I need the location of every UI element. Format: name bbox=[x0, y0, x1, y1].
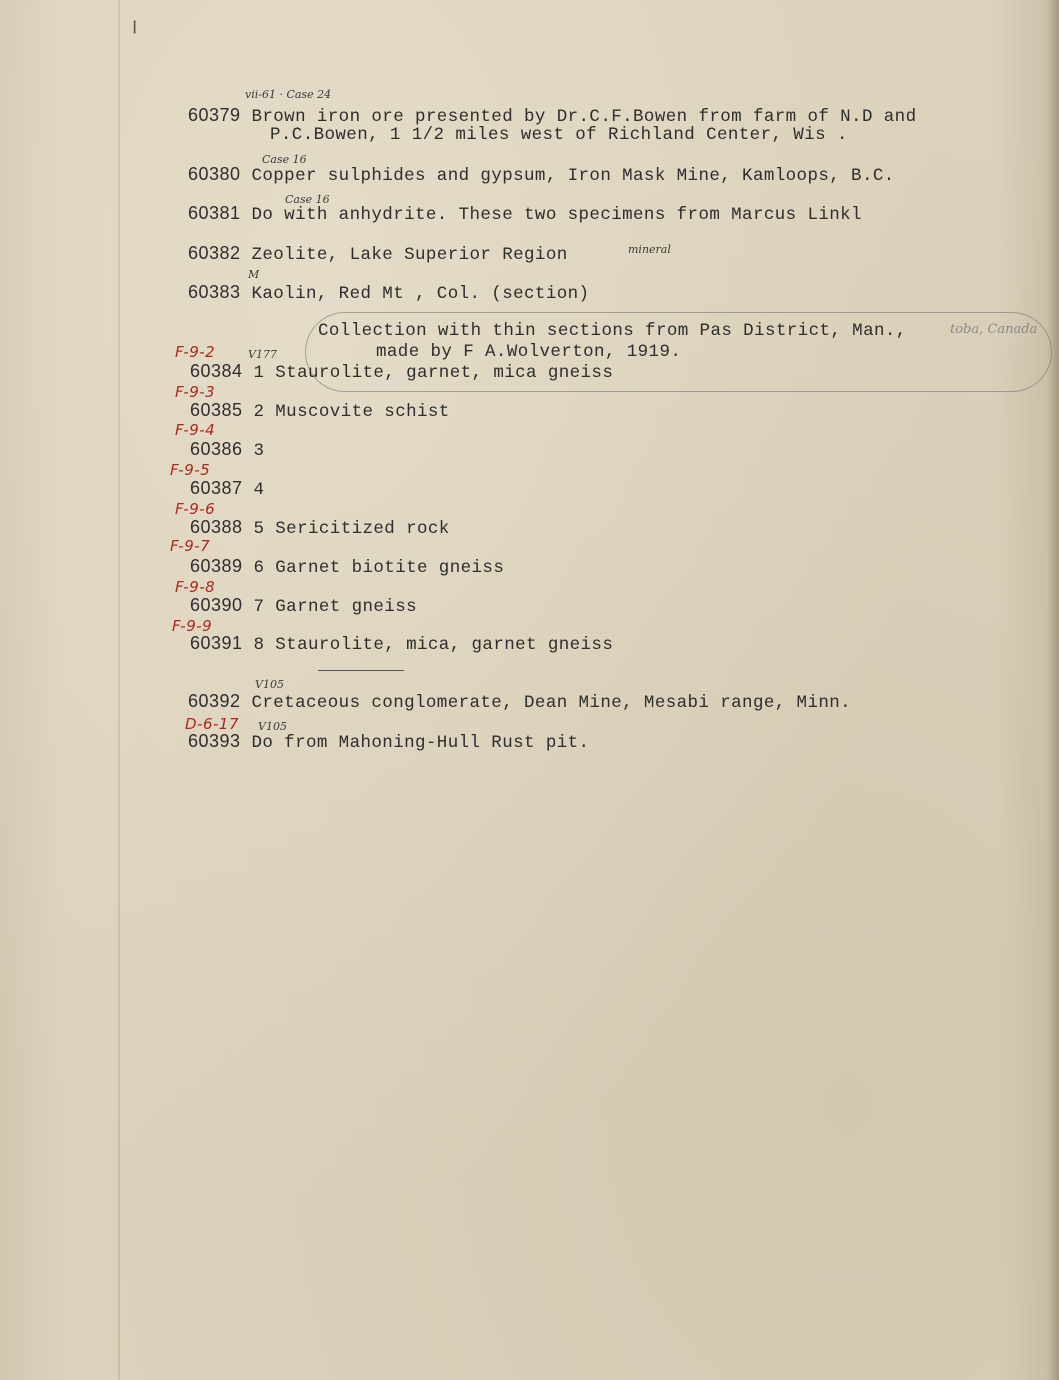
ledger-line bbox=[188, 164, 895, 186]
section-row bbox=[190, 517, 450, 539]
catalog-number: 60382 bbox=[188, 243, 241, 263]
section-row bbox=[190, 595, 417, 617]
red-catalog-code: F-9-6 bbox=[175, 500, 216, 518]
section-index: 5 bbox=[253, 519, 265, 539]
pencil-annotation: toba, Canada bbox=[950, 322, 1038, 337]
handwritten-note: V105 bbox=[255, 678, 284, 691]
section-row bbox=[190, 633, 613, 655]
handwritten-note: M bbox=[248, 268, 260, 281]
handwritten-note: vii-61 · Case 24 bbox=[245, 88, 332, 101]
ledger-line bbox=[188, 282, 589, 304]
section-index: 4 bbox=[253, 480, 265, 500]
entry-text-continued: P.C.Bowen, 1 1/2 miles west of Richland Center, Wis . bbox=[270, 125, 848, 145]
red-catalog-code: F-9-2 bbox=[175, 343, 216, 361]
section-row bbox=[190, 556, 504, 578]
catalog-number: 60380 bbox=[188, 164, 241, 184]
section-index: 7 bbox=[253, 597, 265, 617]
entry-text: Cretaceous conglomerate, Dean Mine, Mesabi range, Minn. bbox=[251, 693, 852, 713]
catalog-number: 60388 bbox=[190, 517, 243, 537]
ledger-line bbox=[188, 105, 916, 127]
entry-text: Copper sulphides and gypsum, Iron Mask Mine, Kamloops, B.C. bbox=[251, 166, 895, 186]
catalog-number: 60392 bbox=[188, 691, 241, 711]
entry-text: Kaolin, Red Mt , Col. (section) bbox=[251, 284, 590, 304]
section-text: Garnet biotite gneiss bbox=[275, 558, 505, 578]
red-catalog-code: F-9-7 bbox=[170, 537, 211, 555]
section-text: Sericitized rock bbox=[275, 519, 450, 539]
section-index: 2 bbox=[253, 402, 265, 422]
section-row bbox=[190, 439, 264, 461]
section-row bbox=[190, 400, 450, 422]
collection-header-line2: made by F A.Wolverton, 1919. bbox=[376, 342, 682, 362]
ledger-line bbox=[188, 691, 851, 713]
ledger-line bbox=[188, 243, 568, 265]
section-text: Staurolite, mica, garnet gneiss bbox=[275, 635, 614, 655]
entry-text: Do from Mahoning-Hull Rust pit. bbox=[251, 733, 590, 753]
tack-mark: ╵ bbox=[128, 23, 142, 48]
red-catalog-code: F-9-5 bbox=[170, 461, 211, 479]
section-text: Muscovite schist bbox=[275, 402, 450, 422]
separator-rule bbox=[318, 670, 404, 671]
catalog-number: 60385 bbox=[190, 400, 243, 420]
section-text: Garnet gneiss bbox=[275, 597, 418, 617]
handwritten-note: V177 bbox=[248, 348, 277, 361]
catalog-number: 60386 bbox=[190, 439, 243, 459]
red-catalog-code: F-9-9 bbox=[172, 617, 213, 635]
handwritten-note: Case 16 bbox=[285, 193, 330, 206]
catalog-number: 60393 bbox=[188, 731, 241, 751]
handwritten-note: Case 16 bbox=[262, 153, 307, 166]
collection-header-line1: Collection with thin sections from Pas District, Man., bbox=[318, 321, 907, 341]
ledger-line bbox=[188, 203, 862, 225]
ledger-line bbox=[188, 731, 589, 753]
section-index: 1 bbox=[253, 363, 265, 383]
catalog-number: 60387 bbox=[190, 478, 243, 498]
red-catalog-code: F-9-3 bbox=[175, 383, 216, 401]
section-index: 3 bbox=[253, 441, 265, 461]
catalog-number: 60379 bbox=[188, 105, 241, 125]
section-index: 8 bbox=[253, 635, 265, 655]
section-row bbox=[190, 361, 613, 383]
section-text: Staurolite, garnet, mica gneiss bbox=[275, 363, 614, 383]
page-fold bbox=[118, 0, 120, 1380]
handwritten-note: mineral bbox=[628, 243, 671, 256]
catalog-number: 60390 bbox=[190, 595, 243, 615]
entry-text: Do with anhydrite. These two specimens from Marcus Linkl bbox=[251, 205, 862, 225]
entry-text: Zeolite, Lake Superior Region bbox=[251, 245, 568, 265]
catalog-number: 60381 bbox=[188, 203, 241, 223]
catalog-number: 60391 bbox=[190, 633, 243, 653]
entry-text: Brown iron ore presented by Dr.C.F.Bowen from farm of N.D and bbox=[251, 107, 917, 127]
red-catalog-code: F-9-8 bbox=[175, 578, 216, 596]
catalog-number: 60383 bbox=[188, 282, 241, 302]
catalog-number: 60384 bbox=[190, 361, 243, 381]
red-catalog-code: D-6-17 bbox=[185, 715, 240, 733]
handwritten-note: V105 bbox=[258, 720, 287, 733]
catalog-number: 60389 bbox=[190, 556, 243, 576]
red-catalog-code: F-9-4 bbox=[175, 421, 216, 439]
section-row bbox=[190, 478, 264, 500]
page-edge-shadow bbox=[1047, 0, 1059, 1380]
section-index: 6 bbox=[253, 558, 265, 578]
